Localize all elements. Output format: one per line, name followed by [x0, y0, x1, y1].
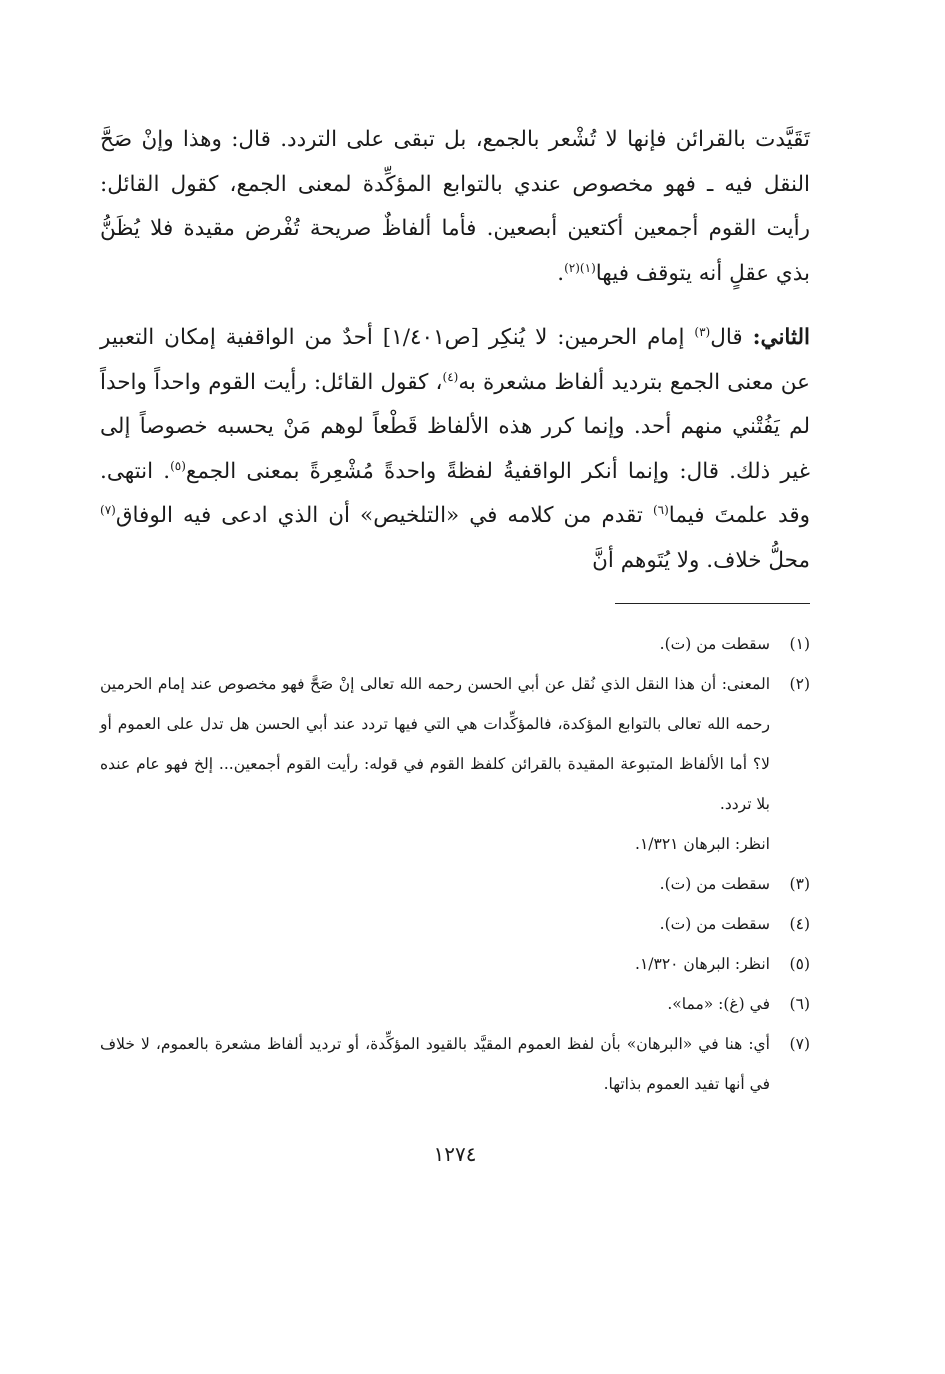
footnote-ref-5: (٥)	[170, 458, 186, 473]
footnote-number: (٢)	[789, 675, 810, 693]
footnote-ref-4: (٤)	[442, 369, 459, 384]
footnote-number: (٣)	[789, 875, 810, 893]
footnote-7	[100, 1024, 810, 1104]
footnote-3	[100, 864, 810, 904]
paragraph-2-heading: الثاني:	[752, 325, 810, 350]
main-text	[100, 118, 810, 583]
footnote-separator	[615, 603, 810, 604]
paragraph-1-text: تَقَيَّدت بالقرائن فإنها لا تُشْعر بالجمع، بل تبقى على التردد. قال: وهذا وإنْ صَحَّ النقل فيه ـ فهو مخصوص عندي بالتوابع المؤكِّدة لمعنى الجمع، كقول القائل: رأيت القوم أجمعين أكتعين أبصعين. فأما ألفاظٌ صريحة تُفْرض مقيدة فلا يُظَنُّ بذي عقلٍ أنه يتوقف فيها	[100, 127, 810, 286]
paragraph-1	[100, 118, 810, 296]
footnote-text: انظر: البرهان ١/٣٢١.	[635, 835, 770, 853]
paragraph-2-text-e: تقدم من كلامه في «التلخيص» أن الذي ادعى فيه الوفاق	[115, 503, 653, 528]
footnote-6	[100, 984, 810, 1024]
footnote-text: المعنى: أن هذا النقل الذي نُقل عن أبي الحسن رحمه الله تعالى إنْ صَحَّ فهو مخصوص عند إمام الحرمين رحمه الله تعالى بالتوابع المؤكدة، فالمؤكِّدات هي التي فيها تردد عند أبي الحسن هل تدل على العموم أو لا؟ أما الألفاظ المتبوعة المقيدة بالقرائن كلفظ القوم في قوله: رأيت القوم أجمعين... إلخ فهو عام عنده بلا تردد.	[100, 675, 770, 813]
footnote-1	[100, 624, 810, 664]
paragraph-2-text-d: . انتهى. وقد علمتَ فيما	[100, 458, 810, 528]
footnote-ref-3: (٣)	[694, 324, 711, 339]
page-number: ١٢٧٤	[433, 1142, 477, 1166]
footnote-text: سقطت من (ت).	[659, 875, 770, 893]
footnote-text: في (غ): «مما».	[667, 995, 770, 1013]
paragraph-2-text-f: محلُّ خلاف. ولا يُتَوهم أنَّ	[592, 547, 810, 573]
footnote-ref-6: (٦)	[652, 502, 669, 517]
paragraph-1-end: .	[557, 260, 565, 286]
footnote-number: (٤)	[789, 915, 810, 933]
footnote-ref-1-2: (١)(٢)	[564, 260, 596, 275]
footnote-4	[100, 904, 810, 944]
footnote-text: سقطت من (ت).	[659, 635, 770, 653]
footnote-number: (٥)	[789, 955, 810, 973]
footnote-number: (٧)	[789, 1035, 810, 1053]
footnote-text: سقطت من (ت).	[659, 915, 770, 933]
paragraph-2-text-b: إمام الحرمين: لا يُنكِر [ص١/٤٠١] أحدٌ من الواقفية إمكان التعبير عن معنى الجمع بترديد ألفاظ مشعرة به	[100, 325, 810, 395]
book-page	[100, 118, 810, 1166]
footnotes	[100, 624, 810, 1104]
footnote-5	[100, 944, 810, 984]
paragraph-2-text-c: ، كقول القائل: رأيت القوم واحداً واحداً لم يَفُتْني منهم أحد. وإنما كرر هذه الألفاظ قَطْعاً لوهم مَنْ يحسبه خصوصاً إلى غير ذلك. قال: وإنما أنكر الواقفيةُ لفظةً واحدةً مُشْعِرةً بمعنى الجمع	[100, 369, 810, 484]
footnote-number: (٦)	[789, 995, 810, 1013]
footnote-text: انظر: البرهان ١/٣٢٠.	[635, 955, 770, 973]
footnote-number: (١)	[789, 635, 810, 653]
footnote-ref-7: (٧)	[100, 502, 116, 517]
paragraph-2	[100, 316, 810, 583]
footnote-text: أي: هنا في «البرهان» بأن لفظ العموم المقيَّد بالقيود المؤكِّدة، أو ترديد ألفاظ مشعرة بالعموم، لا خلاف في أنها تفيد العموم بذاتها.	[100, 1035, 770, 1093]
paragraph-2-text-a: قال	[710, 325, 753, 350]
footnote-2	[100, 664, 810, 864]
